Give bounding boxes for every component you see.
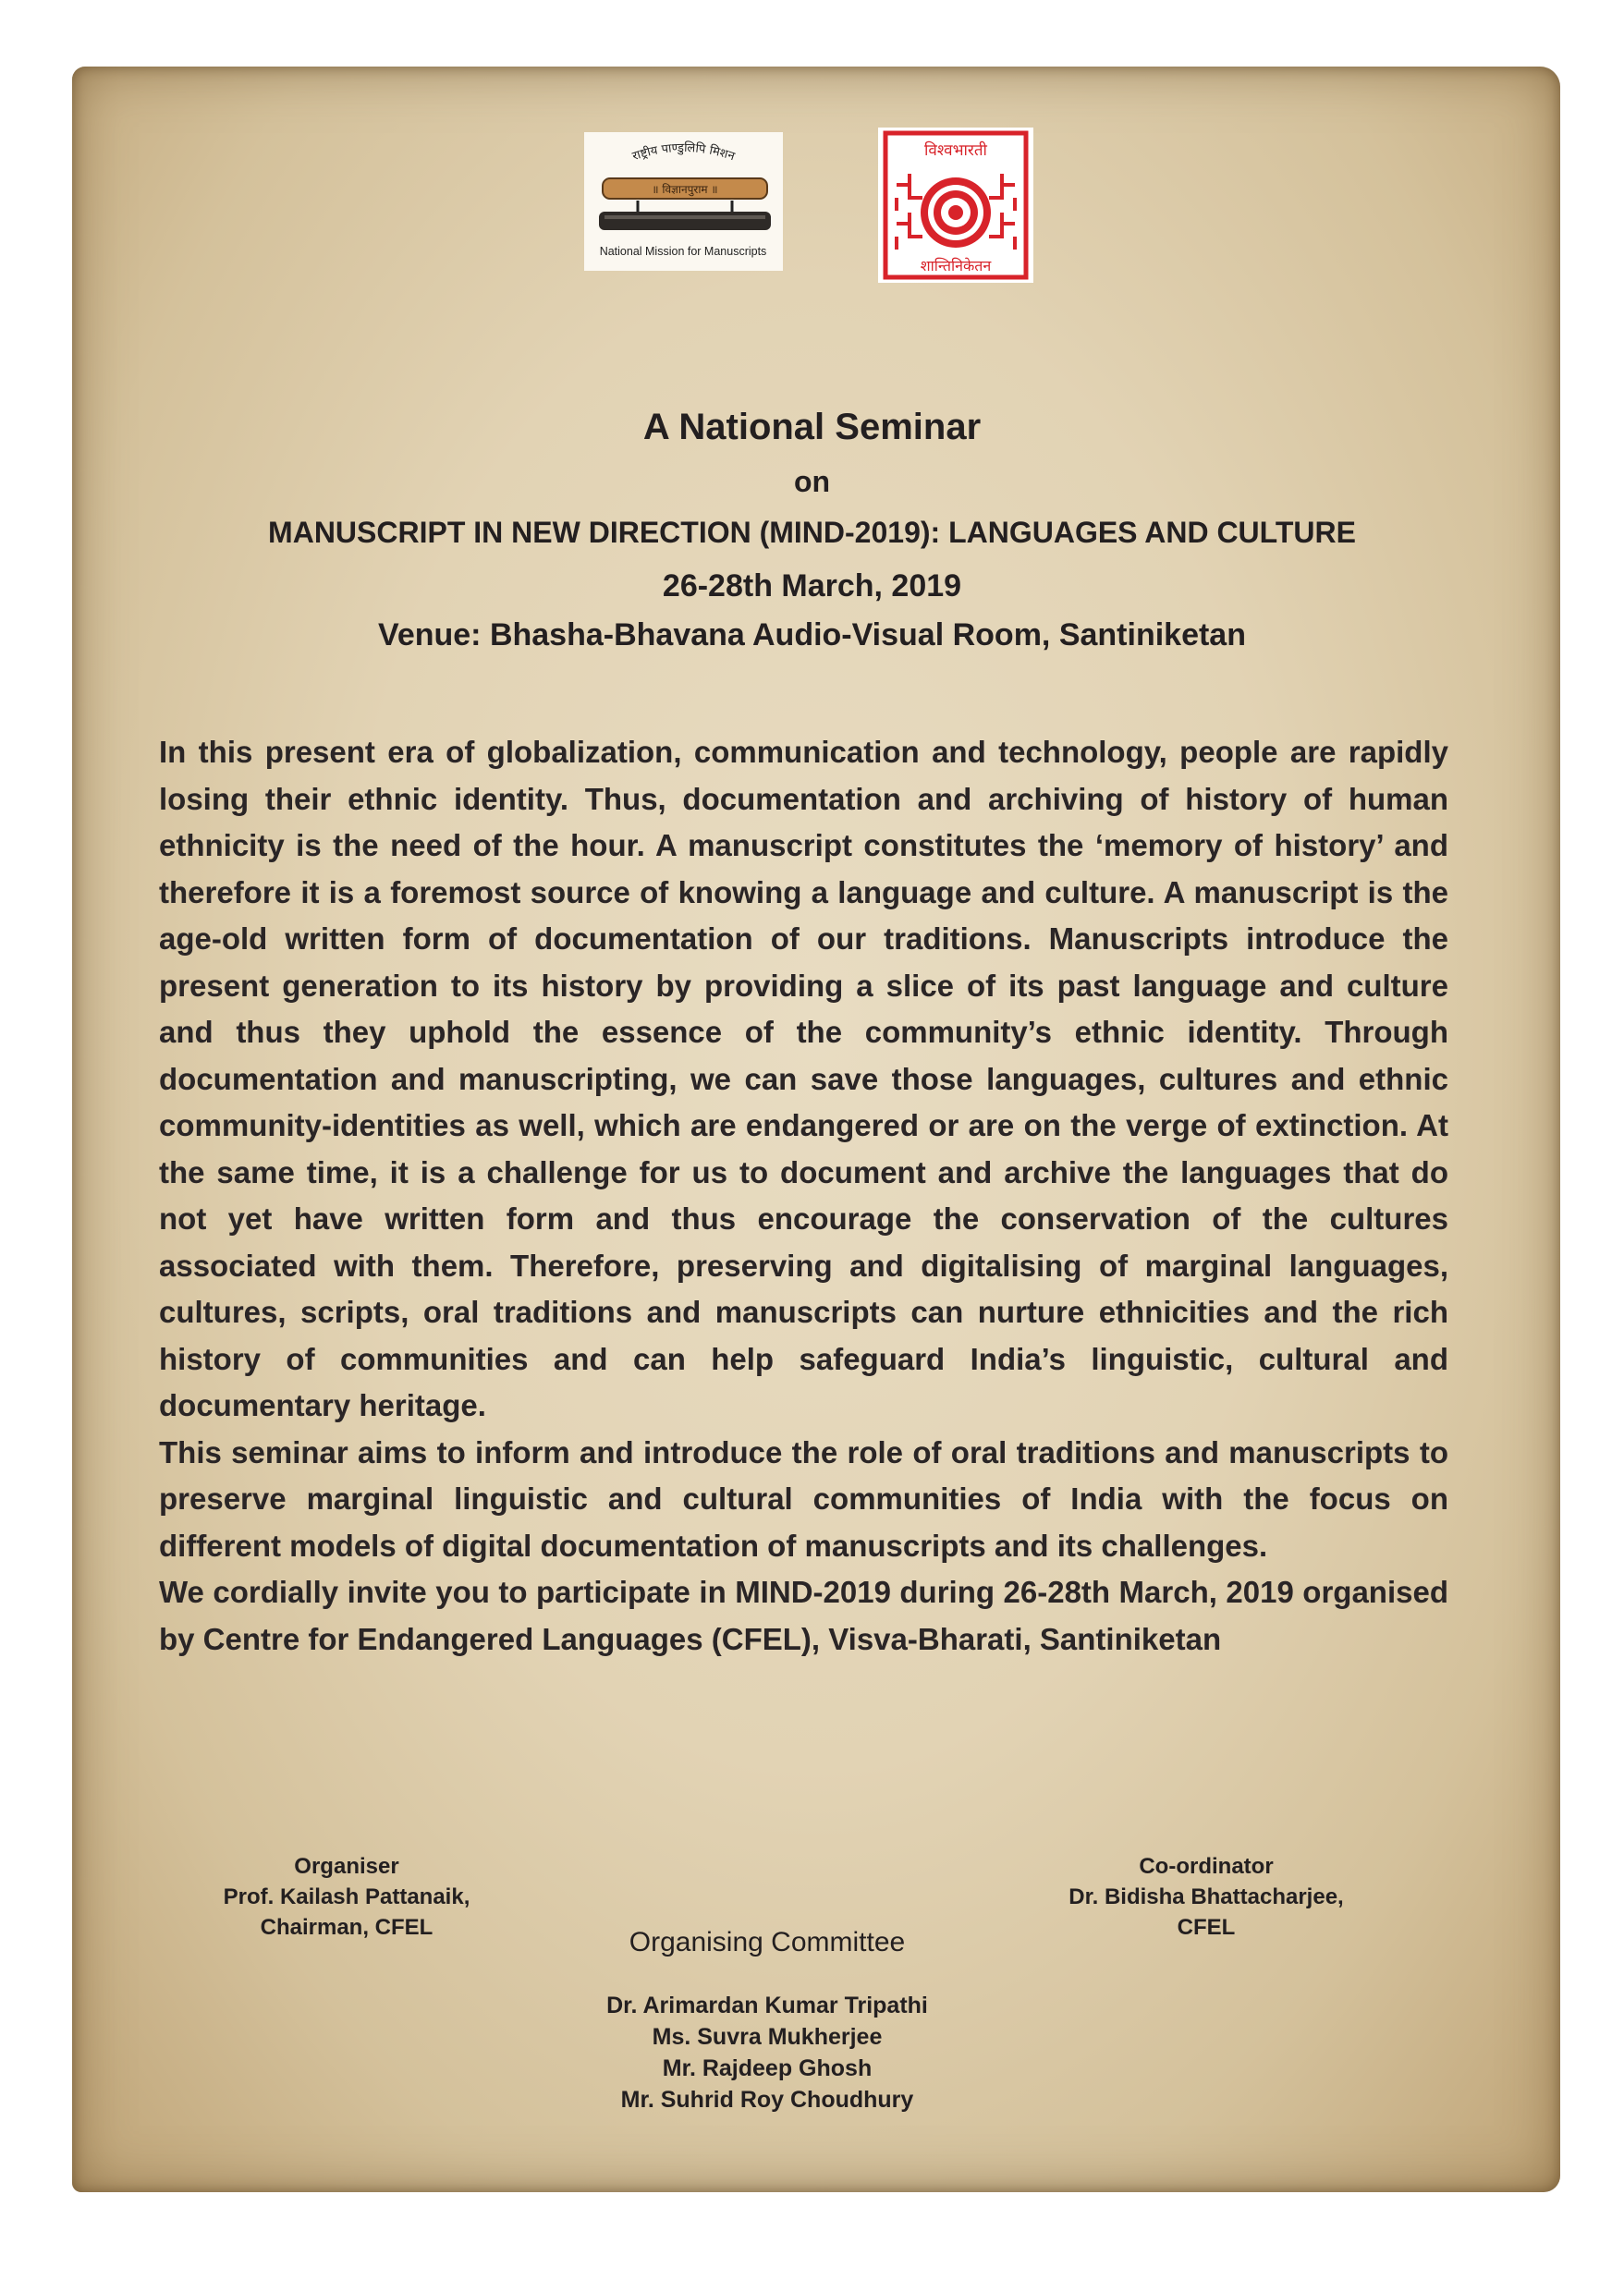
organiser-block (185, 1851, 508, 1943)
seminar-venue: Venue: Bhasha-Bhavana Audio-Visual Room, Santiniketan (378, 617, 1246, 652)
committee-member: Dr. Arimardan Kumar Tripathi (606, 1993, 928, 2018)
body-paragraph-1: In this present era of globalization, communication and technology, people are rapidly losing their ethnic identity. Thus, documentation and archiving of history of human ethnicity is the need of the hour. A manuscript constitutes the ‘memory of history’ and therefore it is a foremost source of knowing a language and culture. A manuscript is the age-old written form of documentation of our traditions. Manuscripts introduce the present generation to its history by providing a slice of its past language and culture and thus they uphold the essence of the community’s ethnic identity. Through documentation and manuscripting, we can save those languages, cultures and ethnic community-identities as well, which are endangered or are on the verge of extinction. At the same time, it is a challenge for us to document and archive the languages that do not yet have written form and thus encourage the conservation of the cultures associated with them. Therefore, preserving and digitalising of marginal languages, cultures, scripts, oral traditions and manuscripts can nurture ethnicities and the rich history of communities and can help safeguard India’s linguistic, cultural and documentary heritage. (159, 735, 1448, 1422)
svg-text:राष्ट्रीय पाण्डुलिपि मिशन (630, 140, 737, 165)
committee-list (518, 1990, 1017, 2115)
body-paragraph-2: This seminar aims to inform and introduce the role of oral traditions and manuscripts to preserve marginal linguistic and cultural communities of India with the focus on different models of digital documentation of manuscripts and its challenges. (159, 1434, 1448, 1563)
organiser-role: Chairman, CFEL (260, 1915, 433, 1940)
vb-top-text: विश्वभारती (924, 141, 987, 160)
nmm-caption: National Mission for Manuscripts (599, 245, 767, 258)
seminar-theme: MANUSCRIPT IN NEW DIRECTION (MIND-2019): LANGUAGES AND CULTURE (268, 516, 1356, 549)
visva-bharati-logo (878, 128, 1033, 283)
seminar-heading: A National Seminar (642, 407, 982, 447)
nmm-hindi-title: राष्ट्रीय पाण्डुलिपि मिशन (630, 140, 737, 165)
body-paragraph-3: We cordially invite you to participate in MIND-2019 during 26-28th March, 2019 organised by Centre for Endangered Languages (CFEL), Visva-Bharati, Santiniketan (159, 1575, 1448, 1656)
nmm-leaf-text: ॥ विज्ञानपुराम ॥ (652, 183, 718, 196)
organiser-label: Organiser (294, 1854, 399, 1879)
coordinator-role: CFEL (1177, 1915, 1236, 1940)
coordinator-name: Dr. Bidisha Bhattacharjee, (1068, 1884, 1344, 1909)
vb-bottom-text: शान्तिनिकेतन (920, 257, 992, 274)
seminar-dates: 26-28th March, 2019 (662, 568, 962, 603)
organiser-name: Prof. Kailash Pattanaik, (223, 1884, 470, 1909)
invitation-body (159, 729, 1448, 1663)
committee-title: Organising Committee (629, 1927, 906, 1957)
committee-member: Mr. Rajdeep Ghosh (662, 2055, 873, 2081)
nmm-logo (584, 132, 783, 271)
committee-member: Mr. Suhrid Roy Choudhury (620, 2087, 914, 2113)
coordinator-block (1040, 1851, 1373, 1943)
on-label: on (793, 465, 831, 498)
committee-member: Ms. Suvra Mukherjee (652, 2024, 883, 2050)
coordinator-label: Co-ordinator (1139, 1854, 1274, 1879)
